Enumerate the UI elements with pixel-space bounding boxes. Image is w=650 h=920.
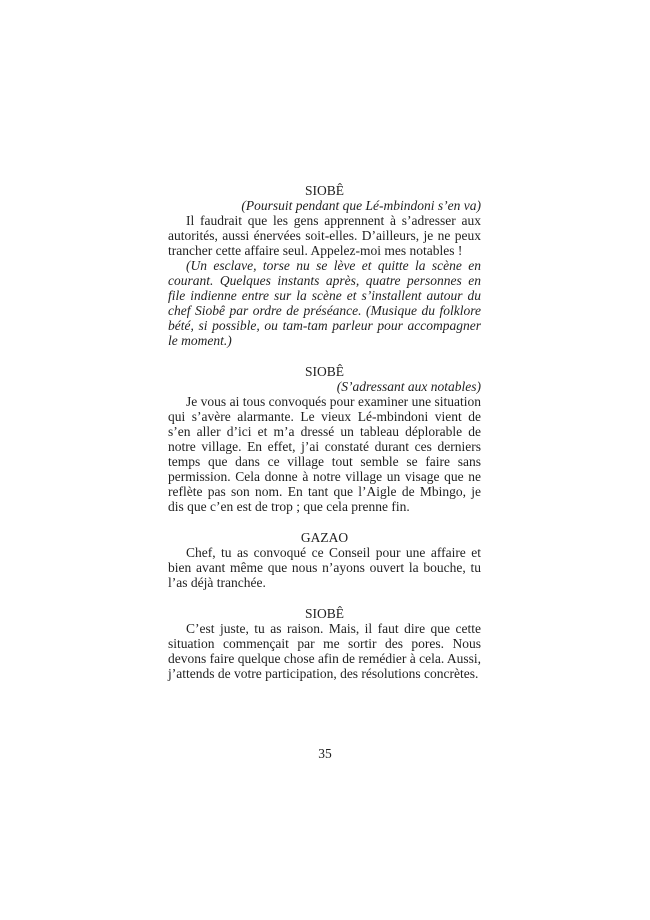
- speaker-heading: SIOBÊ: [304, 364, 344, 379]
- stage-direction-line: (Poursuit pendant que Lé-mbindoni s’en va): [241, 198, 481, 213]
- speaker-heading: SIOBÊ: [304, 183, 344, 198]
- dialogue-paragraph: Il faudrait que les gens apprennent à s’adresser aux autorités, aussi énervées soit-elles. D’ailleurs, je ne peux trancher cette affaire seul. Appelez-moi mes notables !: [168, 213, 481, 258]
- stage-direction-line: (S’adressant aux notables): [336, 379, 481, 394]
- dialogue-paragraph: Chef, tu as convoqué ce Conseil pour une affaire et bien avant même que nous n’ayons ouvert la bouche, tu l’as déjà tranchée.: [168, 545, 481, 590]
- stage-direction-paragraph: (Un esclave, torse nu se lève et quitte la scène en courant. Quelques instants après, quatre personnes en file indienne entre sur la scène et s’installent autour du chef Siobê par ordre de préséance. (Musique du folklore bété, si possible, ou tam-tam parleur pour accompagner le moment.): [168, 258, 481, 348]
- page-number: 35: [318, 746, 332, 761]
- dialogue-paragraph: C’est juste, tu as raison. Mais, il faut dire que cette situation commençait par me sortir des pores. Nous devons faire quelque chose afin de remédier à cela. Aussi, j’attends de votre participation, des résolutions concrètes.: [168, 621, 481, 681]
- dialogue-paragraph: Je vous ai tous convoqués pour examiner une situation qui s’avère alarmante. Le vieux Lé-mbindoni vient de s’en aller d’ici et m’a dressé un tableau déplorable de notre village. En effet, j’ai constaté durant ces derniers temps que dans ce village tout semble se faire sans permission. Cela donne à notre village un visage que ne reflète pas son nom. En tant que l’Aigle de Mbingo, je dis que c’en est de trop ; que cela prenne fin.: [168, 394, 481, 514]
- speech-block: [168, 364, 481, 514]
- speaker-heading: SIOBÊ: [304, 606, 344, 621]
- speech-block: [168, 183, 481, 258]
- speaker-heading: GAZAO: [300, 530, 349, 545]
- speech-block: [168, 606, 481, 681]
- script-text-column: [168, 183, 481, 681]
- speech-block: [168, 530, 481, 590]
